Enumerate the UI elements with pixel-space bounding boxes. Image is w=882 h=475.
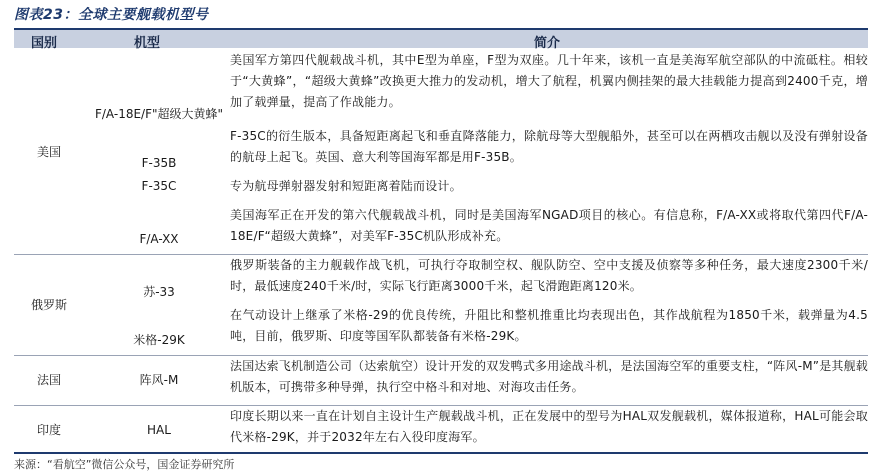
model-su33: 苏-33: [143, 285, 175, 299]
model-mig29k: 米格-29K: [133, 333, 185, 347]
desc-rafale-m: 法国达索飞机制造公司（达索航空）设计开发的双发鸭式多用途战斗机，是法国海空军的重要支柱，“阵风-M”是其舰载机版本，可携带多种导弹，执行空中格斗和对地、对海攻击任务。: [230, 359, 868, 394]
source-note: 来源：“看航空”微信公众号，国金证券研究所: [14, 458, 235, 471]
model-rafale-m: 阵风-M: [139, 373, 179, 387]
header-intro: 简介: [534, 36, 561, 51]
model-hal: HAL: [147, 423, 171, 437]
row-divider-russia-france: [14, 355, 868, 356]
desc-hal: 印度长期以来一直在计划自主设计生产舰载战斗机，正在发展中的型号为HAL双发舰载机，媒体报道称，HAL可能会取代米格-29K，并于2032年左右入役印度海军。: [230, 409, 868, 444]
desc-fa18ef: 美国军方第四代舰载战斗机，其中E型为单座，F型为双座。几十年来，该机一直是美海军航空部队的中流砥柱。相较于“大黄蜂”，“超级大黄蜂”改换更大推力的发动机，增大了航程，机翼内侧挂架的最大挂载能力提高到2400千克，增加了载弹量，提高了作战能力。: [230, 53, 868, 109]
model-f35c: F-35C: [141, 179, 177, 193]
country-usa: 美国: [36, 145, 61, 159]
model-faxx: F/A-XX: [139, 232, 179, 246]
country-france: 法国: [36, 373, 61, 387]
header-country: 国别: [31, 36, 58, 51]
row-divider-france-india: [14, 405, 868, 406]
desc-faxx: 美国海军正在开发的第六代舰载战斗机，同时是美国海军NGAD项目的核心。有信息称，F/A-XX或将取代第四代F/A-18E/F“超级大黄蜂”，对美军F-35C机队形成补充。: [230, 208, 868, 243]
desc-f35c: 专为航母弹射器发射和短距离着陆而设计。: [230, 179, 462, 193]
desc-f35b: F-35C的衍生版本，具备短距离起飞和垂直降落能力，除航母等大型舰船外，甚至可以在两栖攻击舰以及没有弹射设备的航母上起飞。英国、意大利等国海军都是用F-35B。: [230, 129, 868, 164]
desc-mig29k: 在气动设计上继承了米格-29的优良传统，升阻比和整机推重比均表现出色，其作战航程为1850千米，载弹量为4.5吨，目前，俄罗斯、印度等国军队都装备有米格-29K。: [230, 308, 868, 343]
table-header: [14, 28, 868, 51]
row-divider-usa-russia: [14, 254, 868, 255]
country-russia: 俄罗斯: [30, 298, 67, 312]
desc-su33: 俄罗斯装备的主力舰载作战飞机，可执行夺取制空权、舰队防空、空中支援及侦察等多种任务，最大速度2300千米/时，最低速度240千米/时，实际飞行距离3000千米，起飞滑跑距离120米。: [230, 258, 868, 293]
header-model: 机型: [134, 36, 161, 51]
country-india: 印度: [36, 423, 61, 437]
model-f35b: F-35B: [141, 156, 177, 170]
table-bottom-rule: [14, 452, 868, 454]
model-fa18ef: F/A-18E/F"超级大黄蜂": [94, 107, 224, 121]
figure-title: 图表23：全球主要舰载机型号: [14, 7, 209, 23]
